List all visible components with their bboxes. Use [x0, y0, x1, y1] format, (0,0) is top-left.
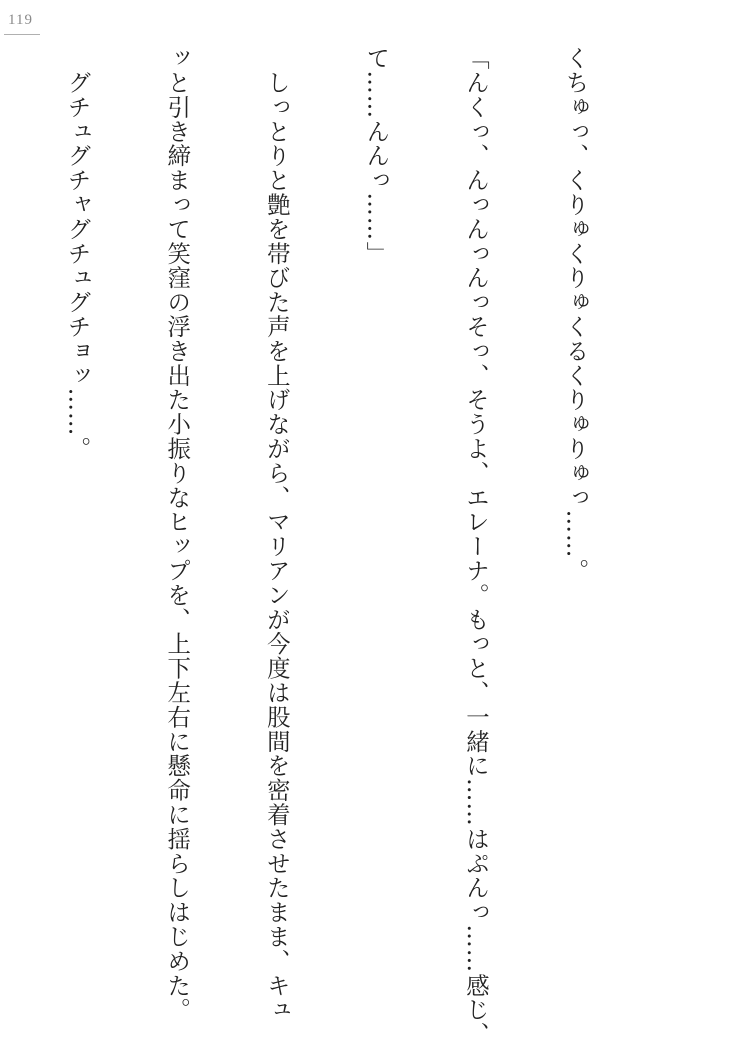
text-line: ッと引き締まって笑窪の浮き出た小振りなヒップを、上下左右に懸命に揺らしはじめた。: [163, 46, 192, 1022]
text-line: 「んくっ、んっんっんっそっ、そうよ、エレーナ。もっと、一緒に……はぷんっ……感じ、: [461, 46, 490, 1046]
text-line: グチュグチャグチュグチョッ……。: [63, 46, 92, 461]
body-text: [0, 46, 658, 1046]
page-number-divider: [4, 34, 40, 35]
text-line: しっとりと艶を帯びた声を上げながら、マリアンが今度は股間を密着させたまま、キュ: [262, 46, 291, 1022]
page-number: 119: [8, 12, 33, 28]
text-line: て……んんっ……」: [362, 46, 391, 266]
text-line: くちゅっ、くりゅくりゅくるくりゅりゅっ……。: [561, 46, 590, 583]
